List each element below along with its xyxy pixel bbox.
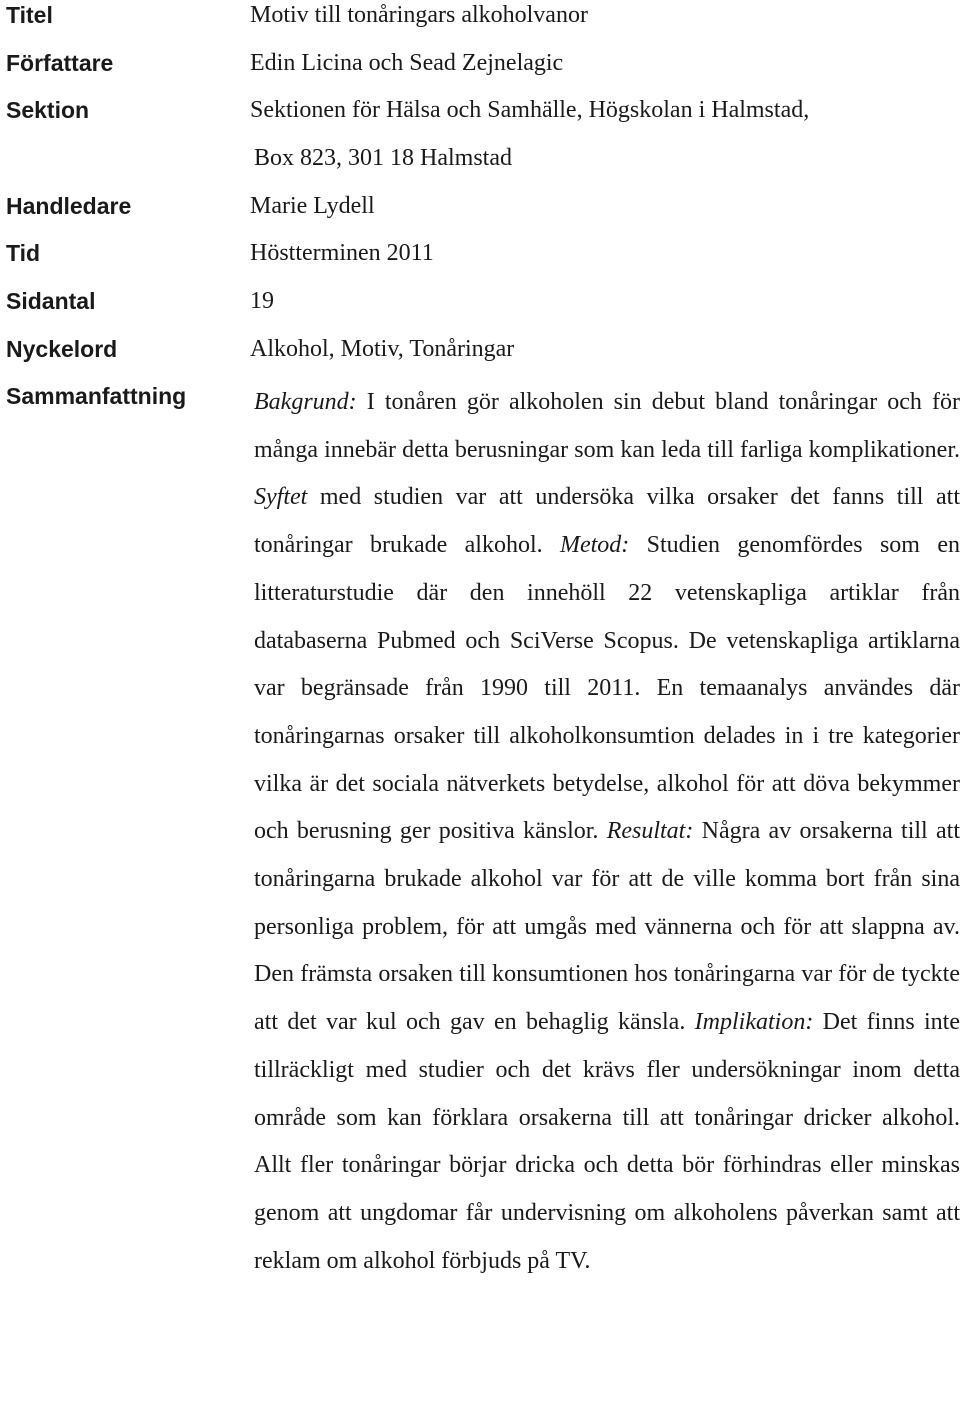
field-value: Höstterminen 2011 [250, 240, 434, 266]
field-label: Nyckelord [6, 336, 118, 362]
field-value: Sektionen för Hälsa och Samhälle, Högskolan i Halmstad, [250, 97, 810, 123]
bakgrund-heading: Bakgrund: [254, 389, 357, 415]
field-sektion [0, 95, 960, 143]
field-value: Marie Lydell [250, 193, 375, 219]
implikation-text: Det finns inte tillräckligt med studier och det krävs fler undersökningar inom detta område som kan förklara orsakerna till att tonåringar dricker alkohol. Allt fler tonåringar börjar dricka och detta bör förhindras eller minskas genom att ungdomar får undervisning om alkoholens påverkan samt att reklam om alkohol förbjuds på TV. [254, 1009, 960, 1274]
field-label: Sidantal [6, 288, 96, 314]
field-tid [0, 238, 960, 286]
metod-heading: Metod: [559, 532, 630, 559]
metod-text: Studien genomfördes som en litteraturstudie där den innehöll 22 vetenskapliga artiklar från databaserna Pubmed och SciVerse Scopus. De vetenskapliga artiklarna var begränsade från 1990 till 2011. En temaanalys användes där tonåringarnas orsaker till alkoholkonsumtion delades in i tre kategorier vilka är det sociala nätverkets betydelse, alkohol för att döva bekymmer och berusning ger positiva känslor. [254, 532, 960, 845]
field-sektion-address [0, 143, 960, 191]
syftet-heading: Syftet [254, 484, 308, 511]
field-label: Sammanfattning [6, 383, 187, 409]
field-value-line2: Box 823, 301 18 Halmstad [254, 145, 512, 171]
field-nyckelord [0, 334, 960, 382]
field-sidantal [0, 286, 960, 334]
abstract-text [254, 379, 960, 1285]
resultat-heading: Resultat: [606, 818, 694, 845]
field-label: Handledare [6, 193, 132, 219]
field-value: Alkohol, Motiv, Tonåringar [250, 336, 515, 362]
field-value: Edin Licina och Sead Zejnelagic [250, 50, 564, 76]
field-label: Författare [6, 50, 114, 76]
field-value: Motiv till tonåringars alkoholvanor [250, 2, 588, 28]
bakgrund-text: I tonåren gör alkoholen sin debut bland tonåringar och för många innebär detta berusningar som kan leda till farliga komplikationer. [254, 389, 960, 463]
field-forfattare [0, 48, 960, 96]
field-label: Sektion [6, 97, 90, 123]
field-label: Titel [6, 2, 53, 28]
syftet-text: med studien var att undersöka vilka orsaker det fanns till att tonåringar brukade alkohol. [254, 484, 960, 559]
field-handledare [0, 191, 960, 239]
resultat-text: Några av orsakerna till att tonåringarna brukade alkohol var för att de ville komma bort från sina personliga problem, för att umgås med vännerna och för att slappna av. Den främsta orsaken till konsumtionen hos tonåringarna var för de tyckte att det var kul och gav en behaglig känsla. [254, 818, 960, 1036]
implikation-heading: Implikation: [694, 1009, 814, 1036]
field-label: Tid [6, 240, 41, 266]
field-titel [0, 0, 960, 48]
field-value: 19 [250, 288, 274, 314]
